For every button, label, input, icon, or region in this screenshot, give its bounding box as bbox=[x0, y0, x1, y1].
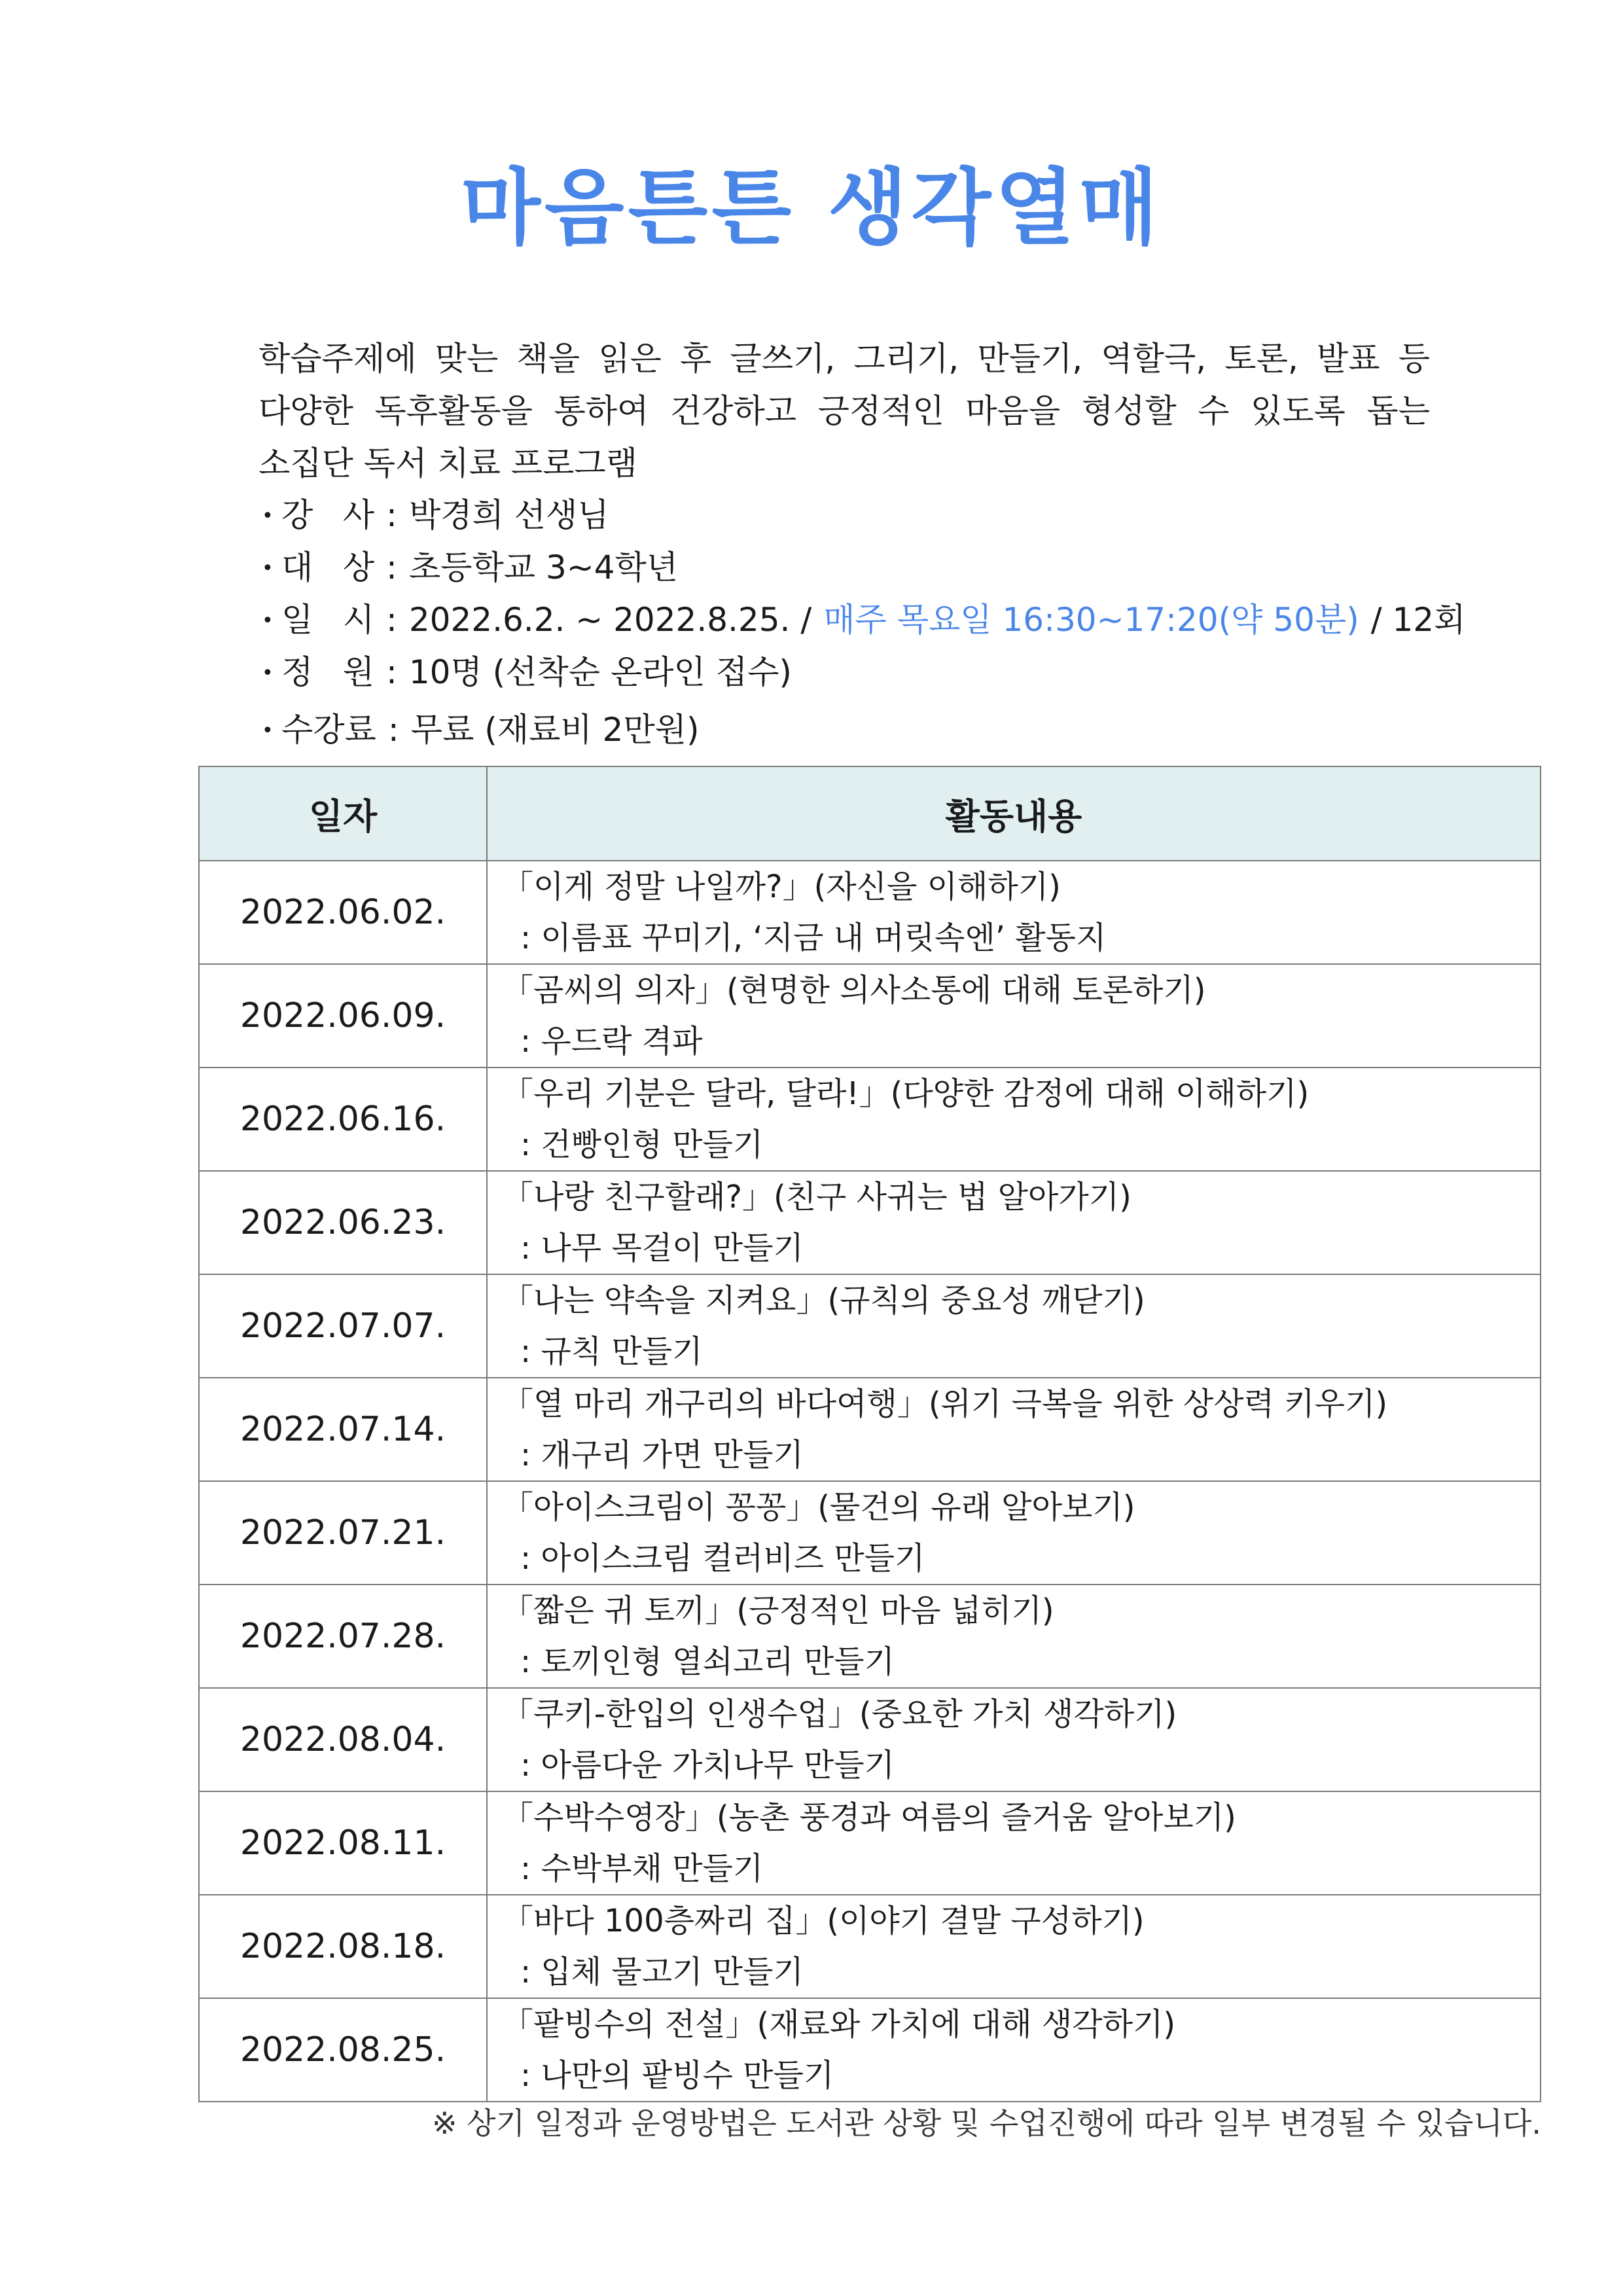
info-colon: : bbox=[386, 548, 397, 586]
program-description bbox=[259, 332, 1430, 490]
table-row bbox=[199, 1171, 1541, 1274]
activity-book-title: 「나는 약속을 지켜요」(규칙의 중요성 깨닫기) bbox=[502, 1282, 1145, 1319]
session-date: 2022.08.25. bbox=[199, 1998, 487, 2102]
activity-detail: : 규칙 만들기 bbox=[520, 1333, 703, 1370]
activity-detail: : 나만의 팥빙수 만들기 bbox=[520, 2057, 834, 2094]
page-title: 마음튼튼 생각열매 bbox=[461, 160, 1162, 256]
info-label: 정 원 bbox=[281, 653, 374, 691]
activity-book-title: 「아이스크림이 꽁꽁」(물건의 유래 알아보기) bbox=[502, 1489, 1135, 1526]
activity-detail: : 이름표 꾸미기, ‘지금 내 머릿속엔’ 활동지 bbox=[520, 920, 1107, 956]
activity-book-title: 「이게 정말 나일까?」(자신을 이해하기) bbox=[502, 869, 1061, 905]
table-row bbox=[199, 1585, 1541, 1688]
table-row bbox=[199, 861, 1541, 964]
session-date: 2022.07.07. bbox=[199, 1274, 487, 1378]
activity-detail: : 우드락 격파 bbox=[520, 1023, 703, 1060]
activity-book-title: 「수박수영장」(농촌 풍경과 여름의 즐거움 알아보기) bbox=[502, 1799, 1236, 1836]
info-label: 수강료 bbox=[281, 711, 376, 749]
header-activity: 활동내용 bbox=[487, 766, 1541, 861]
session-date: 2022.06.09. bbox=[199, 964, 487, 1067]
table-row bbox=[199, 1067, 1541, 1171]
activity-detail: : 입체 물고기 만들기 bbox=[520, 1954, 804, 1990]
table-row bbox=[199, 1274, 1541, 1378]
bullet-icon: • bbox=[262, 505, 274, 528]
bullet-icon: • bbox=[262, 719, 274, 742]
info-fee bbox=[262, 704, 1465, 756]
table-header-row bbox=[199, 766, 1541, 861]
session-activity bbox=[487, 1791, 1541, 1895]
activity-detail: : 토끼인형 열쇠고리 만들기 bbox=[520, 1643, 895, 1680]
description-line: 다양한 독후활동을 통하여 건강하고 긍정적인 마음을 형성할 수 있도록 돕는 bbox=[259, 392, 1430, 430]
description-line: 소집단 독서 치료 프로그램 bbox=[259, 444, 637, 482]
info-schedule bbox=[262, 594, 1465, 646]
info-value: 무료 (재료비 2만원) bbox=[410, 711, 700, 749]
session-date: 2022.06.23. bbox=[199, 1171, 487, 1274]
table-body bbox=[199, 861, 1541, 2102]
info-colon: : bbox=[386, 653, 397, 691]
activity-detail: : 수박부채 만들기 bbox=[520, 1850, 764, 1887]
session-activity bbox=[487, 1688, 1541, 1791]
info-instructor bbox=[262, 489, 1465, 541]
activity-detail: : 아름다운 가치나무 만들기 bbox=[520, 1747, 895, 1784]
info-value: 10명 (선착순 온라인 접수) bbox=[408, 653, 792, 691]
activity-detail: : 개구리 가면 만들기 bbox=[520, 1437, 804, 1473]
session-activity bbox=[487, 1585, 1541, 1688]
session-date: 2022.07.28. bbox=[199, 1585, 487, 1688]
activity-detail: : 건빵인형 만들기 bbox=[520, 1126, 764, 1163]
activity-detail: : 나무 목걸이 만들기 bbox=[520, 1230, 804, 1266]
activity-book-title: 「팥빙수의 전설」(재료와 가치에 대해 생각하기) bbox=[502, 2006, 1176, 2043]
activity-book-title: 「우리 기분은 달라, 달라!」(다양한 감정에 대해 이해하기) bbox=[502, 1075, 1310, 1112]
table-row bbox=[199, 1998, 1541, 2102]
schedule-sessions: / 12회 bbox=[1370, 601, 1466, 639]
activity-book-title: 「쿠키-한입의 인생수업」(중요한 가치 생각하기) bbox=[502, 1696, 1177, 1732]
session-activity bbox=[487, 1171, 1541, 1274]
activity-book-title: 「열 마리 개구리의 바다여행」(위기 극복을 위한 상상력 키우기) bbox=[502, 1386, 1388, 1422]
session-date: 2022.06.02. bbox=[199, 861, 487, 964]
session-date: 2022.08.18. bbox=[199, 1895, 487, 1998]
session-activity bbox=[487, 1481, 1541, 1585]
schedule-time: 매주 목요일 16:30~17:20(약 50분) bbox=[823, 601, 1359, 639]
session-activity bbox=[487, 861, 1541, 964]
session-activity bbox=[487, 1067, 1541, 1171]
table-row bbox=[199, 1378, 1541, 1481]
session-date: 2022.08.11. bbox=[199, 1791, 487, 1895]
session-date: 2022.07.21. bbox=[199, 1481, 487, 1585]
session-date: 2022.07.14. bbox=[199, 1378, 487, 1481]
bullet-icon: • bbox=[262, 609, 274, 632]
program-info bbox=[262, 489, 1465, 756]
table-row bbox=[199, 1688, 1541, 1791]
activity-book-title: 「나랑 친구할래?」(친구 사귀는 법 알아가기) bbox=[502, 1179, 1132, 1215]
activity-book-title: 「짧은 귀 토끼」(긍정적인 마음 넓히기) bbox=[502, 1592, 1054, 1629]
activity-detail: : 아이스크림 컬러비즈 만들기 bbox=[520, 1540, 925, 1577]
session-date: 2022.06.16. bbox=[199, 1067, 487, 1171]
table-row bbox=[199, 1895, 1541, 1998]
info-colon: : bbox=[386, 496, 397, 534]
schedule-period: 2022.6.2. ~ 2022.8.25. / bbox=[408, 601, 812, 639]
session-activity bbox=[487, 1895, 1541, 1998]
info-label: 강 사 bbox=[281, 496, 374, 534]
info-target bbox=[262, 541, 1465, 594]
info-label: 일 시 bbox=[281, 601, 374, 639]
info-capacity bbox=[262, 646, 1465, 698]
activity-book-title: 「바다 100층짜리 집」(이야기 결말 구성하기) bbox=[502, 1903, 1145, 1939]
table-row bbox=[199, 964, 1541, 1067]
table-row bbox=[199, 1791, 1541, 1895]
session-activity bbox=[487, 964, 1541, 1067]
session-activity bbox=[487, 1998, 1541, 2102]
info-colon: : bbox=[386, 601, 397, 639]
info-value: 초등학교 3~4학년 bbox=[408, 548, 679, 586]
info-value: 박경희 선생님 bbox=[408, 496, 609, 534]
description-line: 학습주제에 맞는 책을 읽은 후 글쓰기, 그리기, 만들기, 역할극, 토론, 발표 등 bbox=[259, 340, 1430, 378]
footnote: ※ 상기 일정과 운영방법은 도서관 상황 및 수업진행에 따라 일부 변경될 수 있습니다. bbox=[431, 2106, 1541, 2141]
header-date: 일자 bbox=[199, 766, 487, 861]
table-row bbox=[199, 1481, 1541, 1585]
session-activity bbox=[487, 1378, 1541, 1481]
info-label: 대 상 bbox=[281, 548, 374, 586]
bullet-icon: • bbox=[262, 557, 274, 580]
session-activity bbox=[487, 1274, 1541, 1378]
info-colon: : bbox=[387, 711, 399, 749]
schedule-table bbox=[198, 766, 1541, 2102]
bullet-icon: • bbox=[262, 662, 274, 685]
session-date: 2022.08.04. bbox=[199, 1688, 487, 1791]
activity-book-title: 「곰씨의 의자」(현명한 의사소통에 대해 토론하기) bbox=[502, 972, 1206, 1009]
